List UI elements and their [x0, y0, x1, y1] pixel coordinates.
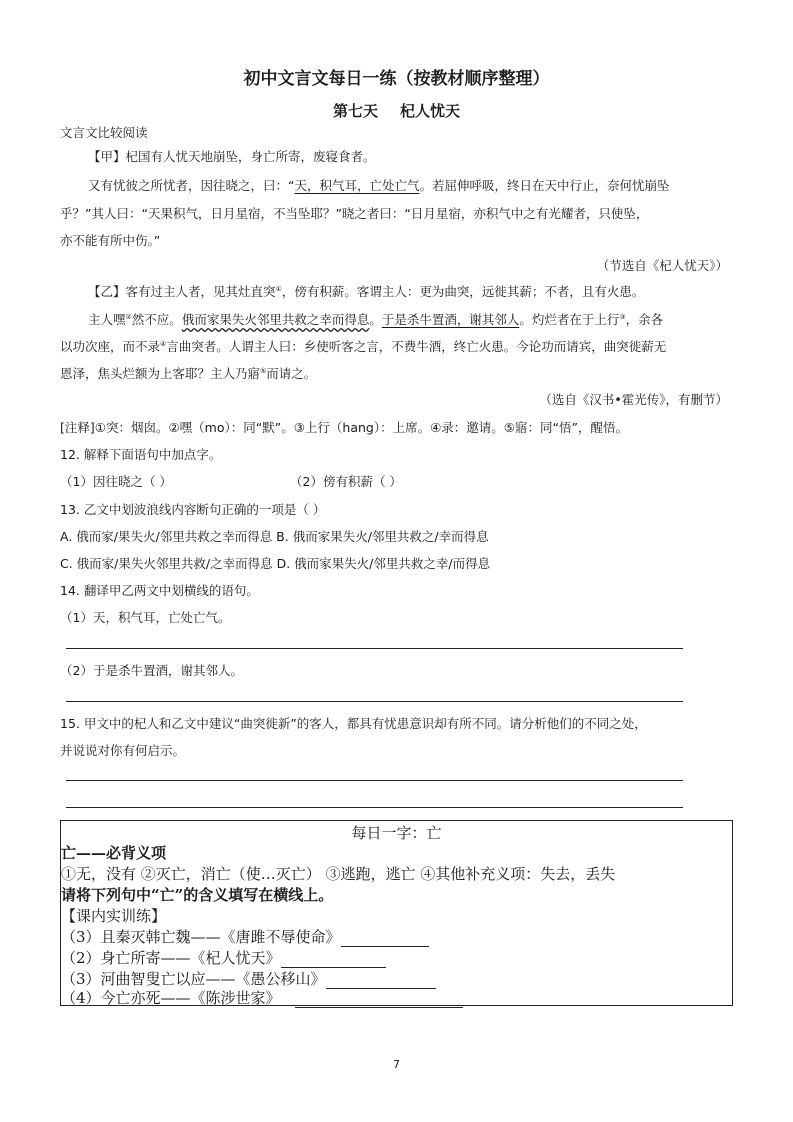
answer-line[interactable]: [66, 648, 683, 649]
fill-instruction: 请将下列句中“亡”的含义填写在横线上。: [61, 886, 334, 904]
question-12: 12. 解释下面语句中加点字。: [60, 447, 222, 462]
question-15: 15. 甲文中的杞人和乙文中建议“曲突徙新”的客人，都具有忧患意识却有所不同。请分析他们的不同之处，: [60, 716, 647, 731]
jia-line-2: 又有忧彼之所忧者，因往晓之，曰：“天，积气耳，亡处亡气。若屈伸呼吸，终日在天中行止，奈何忧崩坠: [88, 178, 670, 193]
yi-line-2: 主人嘿②然不应。俄而家果失火邻里共救之幸而得息。于是杀牛置酒，谢其邻人。灼烂者在于上行③，余各: [88, 312, 664, 327]
practice-item: （2）身亡所寄——《杞人忧天》: [61, 947, 386, 968]
practice-item: （4）今亡亦死——《陈涉世家》: [61, 987, 463, 1008]
yi-line-1: 【乙】客有过主人者，见其灶直突①，傍有积薪。客谓主人：更为曲突，远徙其薪；不者，且有火患。: [88, 284, 645, 299]
fill-blank[interactable]: [295, 993, 463, 1008]
question-12-part-1: （1）因往晓之（ ）: [60, 474, 172, 489]
question-12-part-2: （2）傍有积薪（ ）: [290, 474, 402, 489]
jia-line-1: 【甲】杞国有人忧天地崩坠，身亡所寄，废寝食者。: [88, 149, 376, 164]
daily-character-heading: 每日一字：亡: [351, 824, 442, 842]
question-13-options-cd: C. 俄而家/果失火邻里共救/之幸而得息 D. 俄而家果失火/邻里共救之幸/而得息: [60, 556, 491, 571]
question-14: 14. 翻译甲乙两文中划横线的语句。: [60, 583, 259, 598]
answer-line[interactable]: [66, 807, 683, 808]
main-title: 初中文言文每日一练（按教材顺序整理）: [243, 69, 550, 89]
yi-line-4: 恩泽，焦头烂额为上客耶？主人乃寤⑤而请之。: [60, 366, 317, 381]
practice-title: 【课内实训练】: [61, 907, 167, 925]
day-label: 第七天: [332, 102, 378, 120]
lesson-heading: [0, 100, 793, 121]
daily-character-box: [60, 820, 733, 1006]
jia-underlined-sentence: 天，积气耳，亡处亡气: [294, 178, 420, 193]
question-15-continued: 并说说对你有何启示。: [60, 743, 186, 758]
jia-line-4: 亦不能有所中伤。”: [60, 233, 161, 248]
jia-source: （节选自《杞人忧天》）: [596, 258, 728, 273]
yi-tag: 【乙】: [88, 284, 126, 299]
jia-tag: 【甲】: [88, 149, 126, 164]
section-label: 文言文比较阅读: [60, 125, 148, 140]
yi-line-3: 以功次座，而不录④言曲突者。人谓主人曰：乡使听客之言，不费牛酒，终亡火患。今论功而请宾，曲突徙薪无: [60, 339, 667, 354]
yi-source: （选自《汉书•霍光传》，有删节）: [539, 392, 728, 407]
yi-underlined-sentence: 于是杀牛置酒，谢其邻人: [381, 312, 520, 327]
annotations: [注释]①突：烟囱。②嘿（mo）：同“默”。③上行（hang）：上席。④录：邀请。⑤寤：同“悟”，醒悟。: [60, 420, 628, 435]
jia-line-3: 乎？”其人曰：“天果积气，日月星宿，不当坠耶？”晓之者曰：“日月星宿，亦积气中之有光耀者，只使坠，: [60, 206, 649, 221]
answer-line[interactable]: [66, 780, 683, 781]
answer-line[interactable]: [66, 701, 683, 702]
fill-blank[interactable]: [341, 932, 429, 947]
meanings-list: ①无，没有 ②灭亡，消亡（使…灭亡） ③逃跑，逃亡 ④其他补充义项：失去，丢失: [61, 865, 616, 883]
must-know-title: 亡——必背义项: [61, 844, 167, 862]
fill-blank[interactable]: [281, 953, 386, 968]
practice-item: （3）河曲智叟亡以应——《愚公移山》: [61, 968, 436, 989]
yi-wavy-sentence: 俄而家果失火邻里共救之幸而得息: [181, 312, 370, 327]
practice-item: （3）且秦灭韩亡魏——《唐雎不辱使命》: [61, 926, 429, 947]
lesson-title: 杞人忧天: [400, 102, 461, 120]
question-13: 13. 乙文中划波浪线内容断句正确的一项是（ ）: [60, 502, 326, 517]
question-14-part-1: （1）天，积气耳，亡处亡气。: [60, 610, 231, 625]
question-13-options-ab: A. 俄而家/果失火/邻里共救之幸而得息 B. 俄而家果失火/邻里共救之/幸而得息: [60, 529, 489, 544]
page-number: 7: [393, 1058, 400, 1071]
question-14-part-2: （2）于是杀牛置酒，谢其邻人。: [60, 663, 243, 678]
